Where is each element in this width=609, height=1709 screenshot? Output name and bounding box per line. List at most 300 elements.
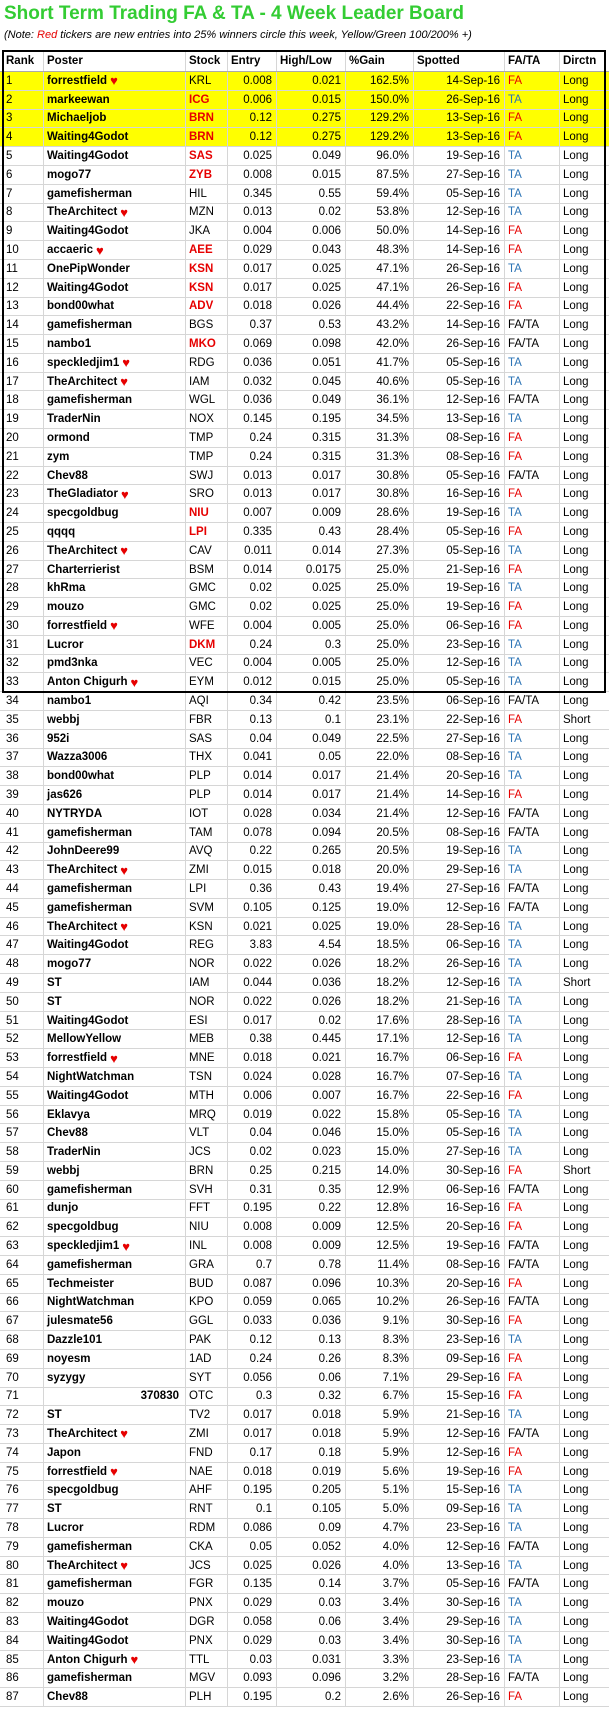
entry-cell-text: 0.006 bbox=[243, 93, 272, 106]
high-low-cell-text: 0.006 bbox=[312, 225, 341, 238]
gain-cell bbox=[346, 1688, 414, 1706]
entry-cell-text: 0.12 bbox=[249, 1334, 272, 1347]
direction-cell-text: Long bbox=[563, 262, 589, 275]
entry-cell bbox=[228, 1519, 277, 1537]
high-low-cell bbox=[277, 316, 346, 334]
spotted-cell bbox=[414, 955, 505, 973]
spotted-cell-text: 12-Sep-16 bbox=[446, 1427, 500, 1440]
direction-cell bbox=[560, 1124, 609, 1142]
entry-cell-text: 0.017 bbox=[243, 1409, 272, 1422]
rank-cell bbox=[0, 843, 44, 861]
stock-cell bbox=[186, 1444, 228, 1462]
high-low-cell bbox=[277, 373, 346, 391]
fa-ta-cell-text: FA bbox=[508, 1052, 523, 1065]
entry-cell bbox=[228, 1087, 277, 1105]
high-low-cell-text: 0.015 bbox=[312, 168, 341, 181]
entry-cell-text: 0.036 bbox=[243, 394, 272, 407]
entry-cell-text: 0.018 bbox=[243, 1052, 272, 1065]
poster-cell-text: webbj bbox=[47, 1164, 80, 1177]
rank-cell-text: 83 bbox=[6, 1615, 19, 1628]
spotted-cell bbox=[414, 617, 505, 635]
spotted-cell bbox=[414, 1181, 505, 1199]
rank-cell bbox=[0, 1124, 44, 1142]
stock-cell-text: LPI bbox=[189, 882, 207, 895]
rank-cell-text: 8 bbox=[6, 206, 13, 219]
table-row bbox=[0, 204, 609, 223]
high-low-cell-text: 0.14 bbox=[318, 1578, 341, 1591]
poster-cell bbox=[44, 1312, 186, 1330]
poster-cell bbox=[44, 1632, 186, 1650]
rank-cell-text: 47 bbox=[6, 939, 19, 952]
stock-cell-text: PAK bbox=[189, 1334, 212, 1347]
poster-cell bbox=[44, 298, 186, 316]
entry-cell bbox=[228, 1463, 277, 1481]
direction-cell-text: Long bbox=[563, 337, 589, 350]
direction-cell-text: Long bbox=[563, 244, 589, 257]
note-suffix: tickers are new entries into 25% winners circle this week, Yellow/Green 100/200% +) bbox=[57, 29, 472, 41]
poster-cell bbox=[44, 1575, 186, 1593]
spotted-cell bbox=[414, 147, 505, 165]
fa-ta-cell-text: TA bbox=[508, 770, 522, 783]
direction-cell-text: Long bbox=[563, 1409, 589, 1422]
rank-cell bbox=[0, 335, 44, 353]
direction-cell-text: Long bbox=[563, 1427, 589, 1440]
rank-cell bbox=[0, 767, 44, 785]
gain-cell-text: 25.0% bbox=[376, 563, 409, 576]
fa-ta-cell-text: TA bbox=[508, 1503, 522, 1516]
table-row bbox=[0, 1218, 609, 1237]
spotted-cell-text: 20-Sep-16 bbox=[446, 1221, 500, 1234]
high-low-cell bbox=[277, 1218, 346, 1236]
high-low-cell-text: 0.034 bbox=[312, 807, 341, 820]
gain-cell bbox=[346, 1312, 414, 1330]
high-low-cell-text: 0.025 bbox=[312, 601, 341, 614]
high-low-cell-text: 0.046 bbox=[312, 1127, 341, 1140]
spotted-cell bbox=[414, 504, 505, 522]
gain-cell-text: 15.8% bbox=[376, 1108, 409, 1121]
direction-cell-text: Long bbox=[563, 1540, 589, 1553]
fa-ta-cell-text: FA bbox=[508, 431, 523, 444]
rank-cell-text: 72 bbox=[6, 1409, 19, 1422]
rank-cell bbox=[0, 467, 44, 485]
stock-cell-text: KPO bbox=[189, 1296, 214, 1309]
entry-cell-text: 0.018 bbox=[243, 300, 272, 313]
high-low-cell-text: 0.043 bbox=[312, 244, 341, 257]
entry-cell-text: 0.004 bbox=[243, 225, 272, 238]
spotted-cell-text: 30-Sep-16 bbox=[446, 1164, 500, 1177]
high-low-cell bbox=[277, 1651, 346, 1669]
gain-cell-text: 17.1% bbox=[376, 1033, 409, 1046]
rank-cell bbox=[0, 1425, 44, 1443]
poster-cell-text: TheArchitect bbox=[47, 1427, 118, 1440]
poster-cell bbox=[44, 373, 186, 391]
entry-cell bbox=[228, 711, 277, 729]
direction-cell-text: Long bbox=[563, 525, 589, 538]
table-row bbox=[0, 1275, 609, 1294]
direction-cell-text: Long bbox=[563, 168, 589, 181]
spotted-cell bbox=[414, 993, 505, 1011]
poster-cell bbox=[44, 354, 186, 372]
entry-cell bbox=[228, 1557, 277, 1575]
spotted-cell-text: 22-Sep-16 bbox=[446, 1089, 500, 1102]
high-low-cell bbox=[277, 1068, 346, 1086]
high-low-cell bbox=[277, 1632, 346, 1650]
table-row bbox=[0, 1613, 609, 1632]
stock-cell bbox=[186, 1557, 228, 1575]
gain-cell-text: 162.5% bbox=[369, 74, 409, 87]
spotted-cell-text: 05-Sep-16 bbox=[446, 187, 500, 200]
spotted-cell-text: 22-Sep-16 bbox=[446, 713, 500, 726]
table-row bbox=[0, 1312, 609, 1331]
poster-cell-text: Charterrierist bbox=[47, 563, 120, 576]
poster-cell bbox=[44, 786, 186, 804]
poster-cell-text: gamefisherman bbox=[47, 1578, 133, 1591]
stock-cell bbox=[186, 222, 228, 240]
gain-cell-text: 17.6% bbox=[376, 1014, 409, 1027]
gain-cell-text: 150.0% bbox=[369, 93, 409, 106]
direction-cell bbox=[560, 448, 609, 466]
entry-cell-text: 0.195 bbox=[243, 1484, 272, 1497]
stock-cell-text: AEE bbox=[189, 244, 213, 257]
spotted-cell bbox=[414, 1162, 505, 1180]
fa-ta-cell-text: FA bbox=[508, 74, 523, 87]
fa-ta-cell bbox=[505, 391, 560, 409]
spotted-cell-text: 13-Sep-16 bbox=[446, 1559, 500, 1572]
stock-cell-text: AHF bbox=[189, 1484, 212, 1497]
table-row bbox=[0, 824, 609, 843]
legend-note bbox=[4, 27, 472, 43]
entry-cell bbox=[228, 1632, 277, 1650]
fa-ta-cell-text: TA bbox=[508, 995, 522, 1008]
fa-ta-cell-text: FA bbox=[508, 1691, 523, 1704]
direction-cell bbox=[560, 1331, 609, 1349]
poster-cell-text: Wazza3006 bbox=[47, 751, 108, 764]
direction-cell-text: Long bbox=[563, 1108, 589, 1121]
high-low-cell-text: 0.55 bbox=[318, 187, 341, 200]
high-low-cell-text: 0.125 bbox=[312, 901, 341, 914]
entry-cell bbox=[228, 1425, 277, 1443]
entry-cell-text: 0.12 bbox=[249, 112, 272, 125]
table-row bbox=[0, 1200, 609, 1219]
table-row bbox=[0, 504, 609, 523]
gain-cell-text: 2.6% bbox=[382, 1691, 409, 1704]
gain-cell-text: 129.2% bbox=[369, 112, 409, 125]
direction-cell-text: Long bbox=[563, 1014, 589, 1027]
rank-cell bbox=[0, 993, 44, 1011]
poster-cell bbox=[44, 1200, 186, 1218]
rank-cell bbox=[0, 636, 44, 654]
rank-cell-text: 69 bbox=[6, 1352, 19, 1365]
entry-cell bbox=[228, 1500, 277, 1518]
entry-cell-text: 0.145 bbox=[243, 413, 272, 426]
stock-cell bbox=[186, 1106, 228, 1124]
entry-cell-text: 0.007 bbox=[243, 507, 272, 520]
spotted-cell-text: 05-Sep-16 bbox=[446, 544, 500, 557]
fa-ta-cell-text: FA/TA bbox=[508, 1578, 540, 1591]
entry-cell bbox=[228, 1331, 277, 1349]
gain-cell bbox=[346, 1294, 414, 1312]
poster-cell bbox=[44, 260, 186, 278]
poster-cell-text: gamefisherman bbox=[47, 394, 133, 407]
stock-cell bbox=[186, 1312, 228, 1330]
poster-cell bbox=[44, 1030, 186, 1048]
direction-cell bbox=[560, 1049, 609, 1067]
high-low-cell-text: 0.78 bbox=[318, 1258, 341, 1271]
fa-ta-cell bbox=[505, 91, 560, 109]
stock-cell bbox=[186, 843, 228, 861]
poster-cell-text: pmd3nka bbox=[47, 657, 98, 670]
gain-cell bbox=[346, 824, 414, 842]
fa-ta-cell-text: FA/TA bbox=[508, 319, 540, 332]
direction-cell bbox=[560, 391, 609, 409]
stock-cell-text: SWJ bbox=[189, 469, 214, 482]
spotted-cell bbox=[414, 1519, 505, 1537]
poster-cell-text: Eklavya bbox=[47, 1108, 90, 1121]
rank-cell bbox=[0, 354, 44, 372]
spotted-cell-text: 19-Sep-16 bbox=[446, 150, 500, 163]
high-low-cell bbox=[277, 1049, 346, 1067]
stock-cell-text: BRN bbox=[189, 1164, 214, 1177]
table-row bbox=[0, 1557, 609, 1576]
high-low-cell-text: 0.009 bbox=[312, 1221, 341, 1234]
direction-cell bbox=[560, 673, 609, 691]
direction-cell bbox=[560, 749, 609, 767]
fa-ta-cell bbox=[505, 1012, 560, 1030]
fa-ta-cell-text: TA bbox=[508, 1334, 522, 1347]
rank-cell-text: 86 bbox=[6, 1672, 19, 1685]
fa-ta-cell bbox=[505, 880, 560, 898]
rank-cell-text: 58 bbox=[6, 1146, 19, 1159]
stock-cell-text: IAM bbox=[189, 375, 210, 388]
entry-cell-text: 0.021 bbox=[243, 920, 272, 933]
direction-cell bbox=[560, 222, 609, 240]
entry-cell-text: 0.017 bbox=[243, 1014, 272, 1027]
spotted-cell-text: 13-Sep-16 bbox=[446, 131, 500, 144]
high-low-cell-text: 0.03 bbox=[318, 1634, 341, 1647]
high-low-cell bbox=[277, 504, 346, 522]
high-low-cell-text: 0.215 bbox=[312, 1164, 341, 1177]
rank-cell-text: 40 bbox=[6, 807, 19, 820]
stock-cell bbox=[186, 391, 228, 409]
high-low-cell bbox=[277, 222, 346, 240]
direction-cell bbox=[560, 1425, 609, 1443]
gain-cell bbox=[346, 1538, 414, 1556]
fa-ta-cell bbox=[505, 730, 560, 748]
spotted-cell bbox=[414, 279, 505, 297]
entry-cell-text: 0.018 bbox=[243, 1465, 272, 1478]
spotted-cell-text: 09-Sep-16 bbox=[446, 1503, 500, 1516]
direction-cell bbox=[560, 373, 609, 391]
gain-cell-text: 19.0% bbox=[376, 901, 409, 914]
heart-icon: ♥ bbox=[120, 919, 129, 935]
stock-cell bbox=[186, 673, 228, 691]
poster-cell bbox=[44, 1143, 186, 1161]
stock-cell bbox=[186, 1481, 228, 1499]
direction-cell bbox=[560, 899, 609, 917]
high-low-cell-text: 0.026 bbox=[312, 995, 341, 1008]
gain-cell bbox=[346, 1162, 414, 1180]
high-low-cell bbox=[277, 1594, 346, 1612]
gain-cell bbox=[346, 542, 414, 560]
fa-ta-cell-text: TA bbox=[508, 1127, 522, 1140]
gain-cell bbox=[346, 91, 414, 109]
spotted-cell bbox=[414, 711, 505, 729]
entry-cell-text: 0.078 bbox=[243, 826, 272, 839]
table-row bbox=[0, 147, 609, 166]
spotted-cell bbox=[414, 373, 505, 391]
stock-cell bbox=[186, 1218, 228, 1236]
stock-cell-text: BRN bbox=[189, 131, 214, 144]
entry-cell bbox=[228, 1275, 277, 1293]
entry-cell bbox=[228, 1594, 277, 1612]
stock-cell-text: NAE bbox=[189, 1465, 213, 1478]
gain-cell bbox=[346, 1200, 414, 1218]
fa-ta-cell bbox=[505, 936, 560, 954]
fa-ta-cell-text: FA bbox=[508, 619, 523, 632]
table-row bbox=[0, 222, 609, 241]
rank-cell bbox=[0, 1688, 44, 1706]
direction-cell bbox=[560, 1087, 609, 1105]
direction-cell bbox=[560, 1444, 609, 1462]
entry-cell bbox=[228, 1068, 277, 1086]
fa-ta-cell bbox=[505, 279, 560, 297]
spotted-cell bbox=[414, 335, 505, 353]
entry-cell bbox=[228, 843, 277, 861]
rank-cell bbox=[0, 598, 44, 616]
high-low-cell bbox=[277, 1388, 346, 1406]
direction-cell bbox=[560, 1181, 609, 1199]
fa-ta-cell-text: TA bbox=[508, 262, 522, 275]
high-low-cell-text: 0.32 bbox=[318, 1390, 341, 1403]
rank-cell bbox=[0, 166, 44, 184]
fa-ta-cell bbox=[505, 1350, 560, 1368]
fa-ta-cell-text: FA bbox=[508, 601, 523, 614]
spotted-cell bbox=[414, 128, 505, 146]
direction-cell bbox=[560, 185, 609, 203]
high-low-cell-text: 0.018 bbox=[312, 1409, 341, 1422]
heart-icon: ♥ bbox=[120, 374, 129, 390]
high-low-cell-text: 0.021 bbox=[312, 1052, 341, 1065]
spotted-cell bbox=[414, 918, 505, 936]
spotted-cell bbox=[414, 485, 505, 503]
direction-cell bbox=[560, 1256, 609, 1274]
high-low-cell bbox=[277, 617, 346, 635]
spotted-cell-text: 07-Sep-16 bbox=[446, 1070, 500, 1083]
fa-ta-cell bbox=[505, 974, 560, 992]
entry-cell bbox=[228, 579, 277, 597]
gain-cell bbox=[346, 1275, 414, 1293]
rank-cell-text: 68 bbox=[6, 1334, 19, 1347]
fa-ta-cell-text: TA bbox=[508, 1108, 522, 1121]
spotted-cell bbox=[414, 1350, 505, 1368]
entry-cell bbox=[228, 128, 277, 146]
entry-cell bbox=[228, 1406, 277, 1424]
entry-cell-text: 0.013 bbox=[243, 206, 272, 219]
spotted-cell-text: 23-Sep-16 bbox=[446, 1334, 500, 1347]
entry-cell-text: 0.008 bbox=[243, 1221, 272, 1234]
high-low-cell bbox=[277, 636, 346, 654]
entry-cell bbox=[228, 1538, 277, 1556]
gain-cell bbox=[346, 598, 414, 616]
spotted-cell-text: 14-Sep-16 bbox=[446, 225, 500, 238]
stock-cell-text: PNX bbox=[189, 1634, 213, 1647]
gain-cell bbox=[346, 1124, 414, 1142]
stock-cell-text: LPI bbox=[189, 525, 207, 538]
direction-cell bbox=[560, 918, 609, 936]
rank-cell bbox=[0, 485, 44, 503]
stock-cell-text: AQI bbox=[189, 695, 209, 708]
table-row bbox=[0, 1162, 609, 1181]
high-low-cell bbox=[277, 749, 346, 767]
rank-cell bbox=[0, 617, 44, 635]
direction-cell-text: Long bbox=[563, 281, 589, 294]
direction-cell-text: Long bbox=[563, 1258, 589, 1271]
entry-cell-text: 0.31 bbox=[249, 1183, 272, 1196]
high-low-cell bbox=[277, 298, 346, 316]
gain-cell-text: 18.2% bbox=[376, 958, 409, 971]
spotted-cell bbox=[414, 185, 505, 203]
poster-cell bbox=[44, 1388, 186, 1406]
table-row bbox=[0, 467, 609, 486]
stock-cell-text: MZN bbox=[189, 206, 214, 219]
table-row bbox=[0, 91, 609, 110]
stock-cell bbox=[186, 373, 228, 391]
poster-cell-text: webbj bbox=[47, 713, 80, 726]
fa-ta-cell-text: TA bbox=[508, 413, 522, 426]
stock-cell-text: MNE bbox=[189, 1052, 215, 1065]
spotted-cell-text: 19-Sep-16 bbox=[446, 507, 500, 520]
direction-cell-text: Long bbox=[563, 882, 589, 895]
rank-cell bbox=[0, 1594, 44, 1612]
entry-cell-text: 0.13 bbox=[249, 713, 272, 726]
table-row bbox=[0, 1143, 609, 1162]
stock-cell-text: ZMI bbox=[189, 1427, 209, 1440]
gain-header: %Gain bbox=[346, 50, 414, 71]
spotted-cell-text: 27-Sep-16 bbox=[446, 882, 500, 895]
table-row bbox=[0, 166, 609, 185]
direction-cell-text: Long bbox=[563, 1334, 589, 1347]
fa-ta-cell-text: TA bbox=[508, 150, 522, 163]
stock-cell bbox=[186, 974, 228, 992]
table-row bbox=[0, 1369, 609, 1388]
rank-cell-text: 3 bbox=[6, 112, 13, 125]
gain-cell-text: 19.4% bbox=[376, 882, 409, 895]
entry-cell-text: 0.056 bbox=[243, 1371, 272, 1384]
high-low-cell-text: 0.017 bbox=[312, 770, 341, 783]
gain-cell bbox=[346, 1669, 414, 1687]
rank-cell bbox=[0, 1312, 44, 1330]
rank-cell-text: 41 bbox=[6, 826, 19, 839]
rank-cell-text: 33 bbox=[6, 676, 19, 689]
high-low-cell-text: 0.096 bbox=[312, 1277, 341, 1290]
stock-cell-text: OTC bbox=[189, 1390, 214, 1403]
high-low-cell-text: 0.025 bbox=[312, 920, 341, 933]
high-low-cell-text: 0.036 bbox=[312, 976, 341, 989]
poster-cell bbox=[44, 918, 186, 936]
gain-cell-text: 30.8% bbox=[376, 469, 409, 482]
direction-cell bbox=[560, 1030, 609, 1048]
entry-cell-text: 0.017 bbox=[243, 262, 272, 275]
rank-cell bbox=[0, 1294, 44, 1312]
fa-ta-cell-text: FA/TA bbox=[508, 826, 540, 839]
direction-cell bbox=[560, 542, 609, 560]
direction-cell bbox=[560, 316, 609, 334]
gain-cell bbox=[346, 786, 414, 804]
rank-cell-text: 27 bbox=[6, 563, 19, 576]
rank-cell bbox=[0, 204, 44, 222]
entry-cell bbox=[228, 1613, 277, 1631]
direction-header: Dirctn bbox=[563, 54, 597, 67]
